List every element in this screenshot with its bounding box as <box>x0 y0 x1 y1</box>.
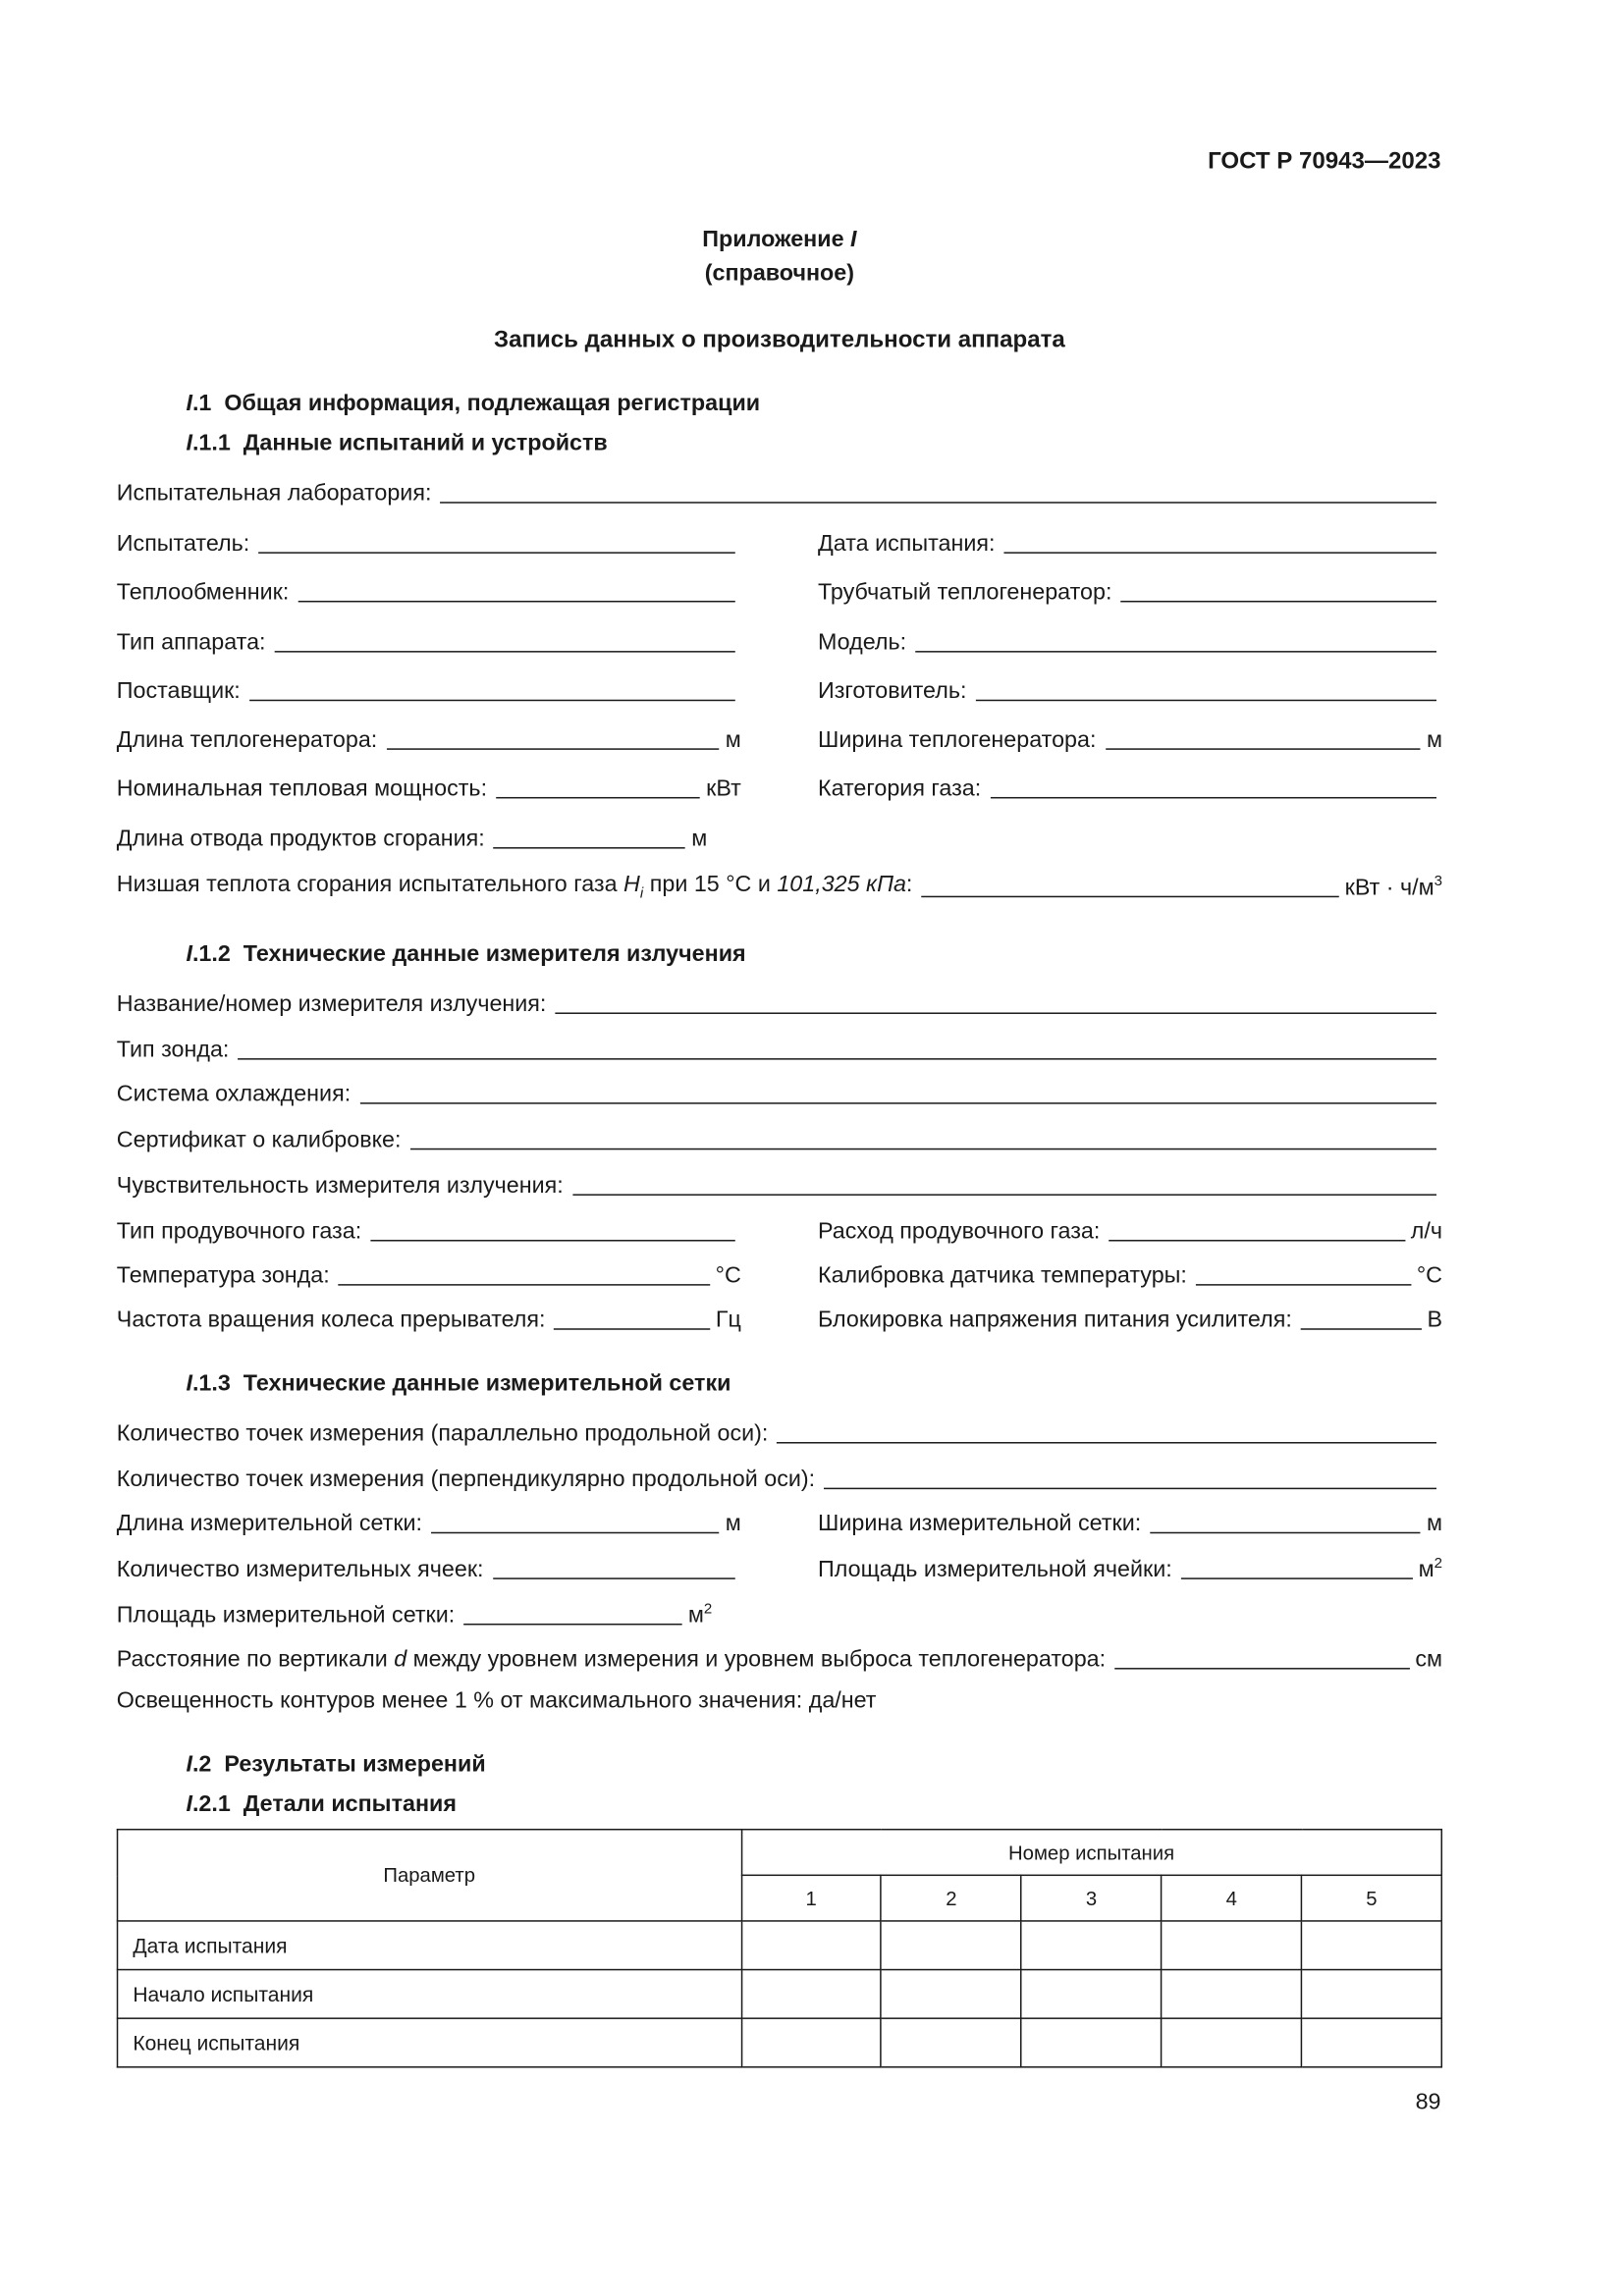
field-label: Количество измерительных ячеек: <box>116 1557 484 1582</box>
blank-line[interactable] <box>493 1576 735 1579</box>
unit: $м^2$ <box>687 1601 713 1629</box>
field-label: Низшая теплота сгорания испытательного газа $H_i$ при 15 °С и 101,325 кПа: <box>116 872 913 902</box>
field-tube-heater[interactable] <box>818 574 1442 607</box>
field-label: Ширина теплогенератора: <box>817 727 1097 753</box>
field-grid-width[interactable] <box>818 1506 1442 1538</box>
section-title: Технические данные измерителя излучения <box>243 941 746 967</box>
field-label: Блокировка напряжения питания усилителя: <box>817 1308 1292 1333</box>
unit: В <box>1427 1308 1443 1333</box>
document-title: Запись данных о производительности аппарата <box>494 327 1065 353</box>
table-cell[interactable] <box>1021 1970 1162 2019</box>
test-details-table <box>117 1829 1442 2068</box>
field-supplier[interactable] <box>117 673 741 706</box>
field-gas-category[interactable] <box>818 771 1442 803</box>
field-label: Количество точек измерения (перпендикулярно продольной оси): <box>116 1467 816 1493</box>
unit: л/ч <box>1410 1218 1443 1245</box>
field-lower-heating-value[interactable] <box>117 870 1442 902</box>
field-purge-gas-type[interactable] <box>117 1213 741 1246</box>
section-letter: I <box>186 1370 192 1397</box>
table-cell[interactable] <box>1021 2018 1162 2067</box>
table-cell[interactable] <box>741 1970 882 2019</box>
blank-line[interactable] <box>990 795 1436 798</box>
section-title: Результаты измерений <box>224 1751 486 1778</box>
section-number: .1.1 <box>191 431 231 456</box>
appendix-subtitle: (справочное) <box>704 261 855 287</box>
blank-line[interactable] <box>915 650 1436 653</box>
blank-line[interactable] <box>976 698 1436 701</box>
unit: м <box>1426 727 1443 753</box>
field-label: Категория газа: <box>817 775 982 802</box>
blank-line[interactable] <box>1109 1239 1404 1242</box>
field-label: Система охлаждения: <box>116 1082 352 1107</box>
page-number: 89 <box>1415 2090 1441 2115</box>
appendix-title <box>0 228 1559 254</box>
unit: м <box>1426 1511 1443 1537</box>
field-label: Испытатель: <box>116 531 250 557</box>
field-model[interactable] <box>818 624 1442 657</box>
field-label: Чувствительность измерителя излучения: <box>116 1173 564 1199</box>
field-purge-gas-flow[interactable] <box>818 1213 1442 1246</box>
field-label: Тип зонда: <box>116 1038 230 1063</box>
field-label: Длина отвода продуктов сгорания: <box>116 827 485 852</box>
table-cell[interactable] <box>1302 2018 1442 2067</box>
blank-line[interactable] <box>555 1011 1436 1014</box>
table-cell[interactable] <box>882 1921 1022 1970</box>
section-number: .2.1 <box>191 1791 231 1817</box>
row-label: Дата испытания <box>118 1921 741 1970</box>
header-cell-test-2: 2 <box>882 1875 1022 1921</box>
blank-line[interactable] <box>777 1441 1436 1444</box>
field-heater-width[interactable] <box>818 721 1442 754</box>
table-row <box>118 1921 1442 1970</box>
table-cell[interactable] <box>1162 1970 1302 2019</box>
blank-line[interactable] <box>463 1622 682 1625</box>
header-cell-test-1: 1 <box>741 1875 882 1921</box>
field-tester[interactable] <box>117 525 741 558</box>
field-points-perpendicular[interactable] <box>117 1462 1442 1494</box>
blank-line[interactable] <box>258 551 735 554</box>
field-vertical-distance[interactable] <box>117 1641 1442 1674</box>
unit: Гц <box>715 1308 741 1333</box>
table-cell[interactable] <box>1162 2018 1302 2067</box>
section-title: Данные испытаний и устройств <box>243 431 608 456</box>
unit: °С <box>1416 1263 1443 1289</box>
blank-line[interactable] <box>1105 747 1421 750</box>
section-heading <box>186 1752 485 1779</box>
field-cooling-system[interactable] <box>117 1076 1442 1108</box>
blank-line[interactable] <box>1120 599 1436 602</box>
table-cell[interactable] <box>1302 1921 1442 1970</box>
field-label: Длина измерительной сетки: <box>116 1511 423 1537</box>
blank-line[interactable] <box>275 650 735 653</box>
blank-line[interactable] <box>824 1486 1436 1489</box>
blank-line[interactable] <box>1150 1530 1421 1533</box>
table-header-row <box>118 1830 1442 1876</box>
blank-line[interactable] <box>572 1193 1436 1196</box>
field-label: Длина теплогенератора: <box>116 727 378 753</box>
header-cell-test-5: 5 <box>1302 1875 1442 1921</box>
section-number: .1.2 <box>191 941 231 967</box>
section-letter: I <box>186 431 192 456</box>
unit: м <box>725 727 741 753</box>
field-label: Поставщик: <box>116 678 241 705</box>
field-cell-count[interactable] <box>117 1551 741 1583</box>
field-manufacturer[interactable] <box>818 673 1442 706</box>
blank-line[interactable] <box>1196 1283 1411 1286</box>
section-title: Детали испытания <box>243 1791 457 1817</box>
field-label: Дата испытания: <box>817 531 996 557</box>
field-label: Калибровка датчика температуры: <box>817 1263 1187 1289</box>
unit: см <box>1415 1647 1443 1673</box>
field-label: Тип аппарата: <box>116 630 266 656</box>
blank-line[interactable] <box>1114 1667 1409 1670</box>
field-label: Расстояние по вертикали d между уровнем измерения и уровнем выброса теплогенератора: <box>116 1647 1107 1673</box>
field-points-parallel[interactable] <box>117 1415 1442 1448</box>
header-cell-test-4: 4 <box>1162 1875 1302 1921</box>
appendix-letter: I <box>850 227 857 253</box>
section-letter: I <box>186 941 192 967</box>
appendix-label: Приложение <box>702 227 851 253</box>
field-grid-area[interactable] <box>117 1597 741 1629</box>
unit: м <box>691 827 708 852</box>
field-test-date[interactable] <box>818 525 1442 558</box>
blank-line[interactable] <box>496 795 700 798</box>
field-label: Теплообменник: <box>116 579 290 606</box>
table-cell[interactable] <box>1162 1921 1302 1970</box>
field-meter-sensitivity[interactable] <box>117 1167 1442 1200</box>
section-letter: I <box>186 1791 192 1817</box>
blank-line[interactable] <box>1301 1327 1422 1330</box>
standard-code: ГОСТ Р 70943—2023 <box>1208 148 1441 175</box>
blank-line[interactable] <box>359 1101 1436 1104</box>
section-title: Технические данные измерительной сетки <box>243 1370 731 1397</box>
blank-line[interactable] <box>410 1147 1436 1149</box>
blank-line[interactable] <box>298 599 734 602</box>
field-label: Номинальная тепловая мощность: <box>116 775 488 802</box>
section-number: .2 <box>191 1751 212 1778</box>
blank-line[interactable] <box>238 1057 1436 1060</box>
header-cell-parameter: Параметр <box>118 1830 741 1921</box>
row-label: Начало испытания <box>118 1970 741 2019</box>
blank-line[interactable] <box>440 501 1436 504</box>
section-heading <box>186 1791 457 1818</box>
section-heading <box>186 391 760 417</box>
blank-line[interactable] <box>339 1283 710 1286</box>
blank-line[interactable] <box>555 1327 710 1330</box>
field-heater-length[interactable] <box>117 721 741 754</box>
field-label: Ширина измерительной сетки: <box>817 1511 1142 1537</box>
field-heat-exchanger[interactable] <box>117 574 741 607</box>
blank-line[interactable] <box>921 894 1338 897</box>
blank-line[interactable] <box>1181 1576 1413 1579</box>
unit: кВт <box>706 775 741 802</box>
section-letter: I <box>186 391 192 417</box>
section-heading <box>186 941 745 968</box>
field-temperature-calibration[interactable] <box>818 1257 1442 1290</box>
table-cell[interactable] <box>1302 1970 1442 2019</box>
table-row <box>118 1970 1442 2019</box>
unit: кВт · $ч/м^3$ <box>1344 873 1443 901</box>
field-flue-length[interactable] <box>117 821 741 853</box>
field-label: Модель: <box>817 630 907 656</box>
table-cell[interactable] <box>882 2018 1022 2067</box>
blank-line[interactable] <box>370 1239 735 1242</box>
field-label: Площадь измерительной ячейки: <box>817 1557 1172 1582</box>
field-label: Трубчатый теплогенератор: <box>817 579 1112 606</box>
blank-line[interactable] <box>494 846 685 849</box>
header-cell-test-number: Номер испытания <box>741 1830 1441 1876</box>
field-rated-power[interactable] <box>117 771 741 803</box>
field-grid-length[interactable] <box>117 1506 741 1538</box>
unit: $м^2$ <box>1418 1555 1443 1582</box>
field-label: Изготовитель: <box>817 678 967 705</box>
row-label: Конец испытания <box>118 2018 741 2067</box>
field-label: Температура зонда: <box>116 1263 330 1289</box>
field-label: Частота вращения колеса прерывателя: <box>116 1308 546 1333</box>
field-meter-name[interactable] <box>117 986 1442 1018</box>
field-calibration-certificate[interactable] <box>117 1122 1442 1154</box>
table-cell[interactable] <box>741 1921 882 1970</box>
field-label: Площадь измерительной сетки: <box>116 1602 456 1629</box>
table-cell[interactable] <box>1021 1921 1162 1970</box>
blank-line[interactable] <box>249 698 735 701</box>
field-label: Сертификат о калибровке: <box>116 1127 402 1153</box>
field-probe-type[interactable] <box>117 1032 1442 1064</box>
field-cell-area[interactable] <box>818 1551 1442 1583</box>
unit: °С <box>715 1263 741 1289</box>
field-chopper-frequency[interactable] <box>117 1302 741 1334</box>
field-label: Тип продувочного газа: <box>116 1218 362 1245</box>
field-label: Испытательная лаборатория: <box>116 481 432 507</box>
field-appliance-type[interactable] <box>117 624 741 657</box>
field-lab[interactable] <box>117 475 1442 507</box>
blank-line[interactable] <box>386 747 719 750</box>
section-letter: I <box>186 1751 192 1778</box>
field-amplifier-voltage[interactable] <box>818 1302 1442 1334</box>
section-heading <box>186 1371 731 1398</box>
field-probe-temperature[interactable] <box>117 1257 741 1290</box>
section-number: .1 <box>191 391 212 417</box>
blank-line[interactable] <box>431 1530 720 1533</box>
field-label: Количество точек измерения (параллельно продольной оси): <box>116 1420 769 1447</box>
table-cell[interactable] <box>741 2018 882 2067</box>
field-label: Расход продувочного газа: <box>817 1218 1101 1245</box>
field-label: Название/номер измерителя излучения: <box>116 991 547 1017</box>
contour-illumination-statement: Освещенность контуров менее 1 % от максимального значения: да/нет <box>116 1688 877 1714</box>
table-row <box>118 2018 1442 2067</box>
section-heading <box>186 431 607 457</box>
section-number: .1.3 <box>191 1370 231 1397</box>
unit: м <box>725 1511 741 1537</box>
header-cell-test-3: 3 <box>1021 1875 1162 1921</box>
section-title: Общая информация, подлежащая регистрации <box>224 391 761 417</box>
blank-line[interactable] <box>1004 551 1436 554</box>
table-cell[interactable] <box>882 1970 1022 2019</box>
